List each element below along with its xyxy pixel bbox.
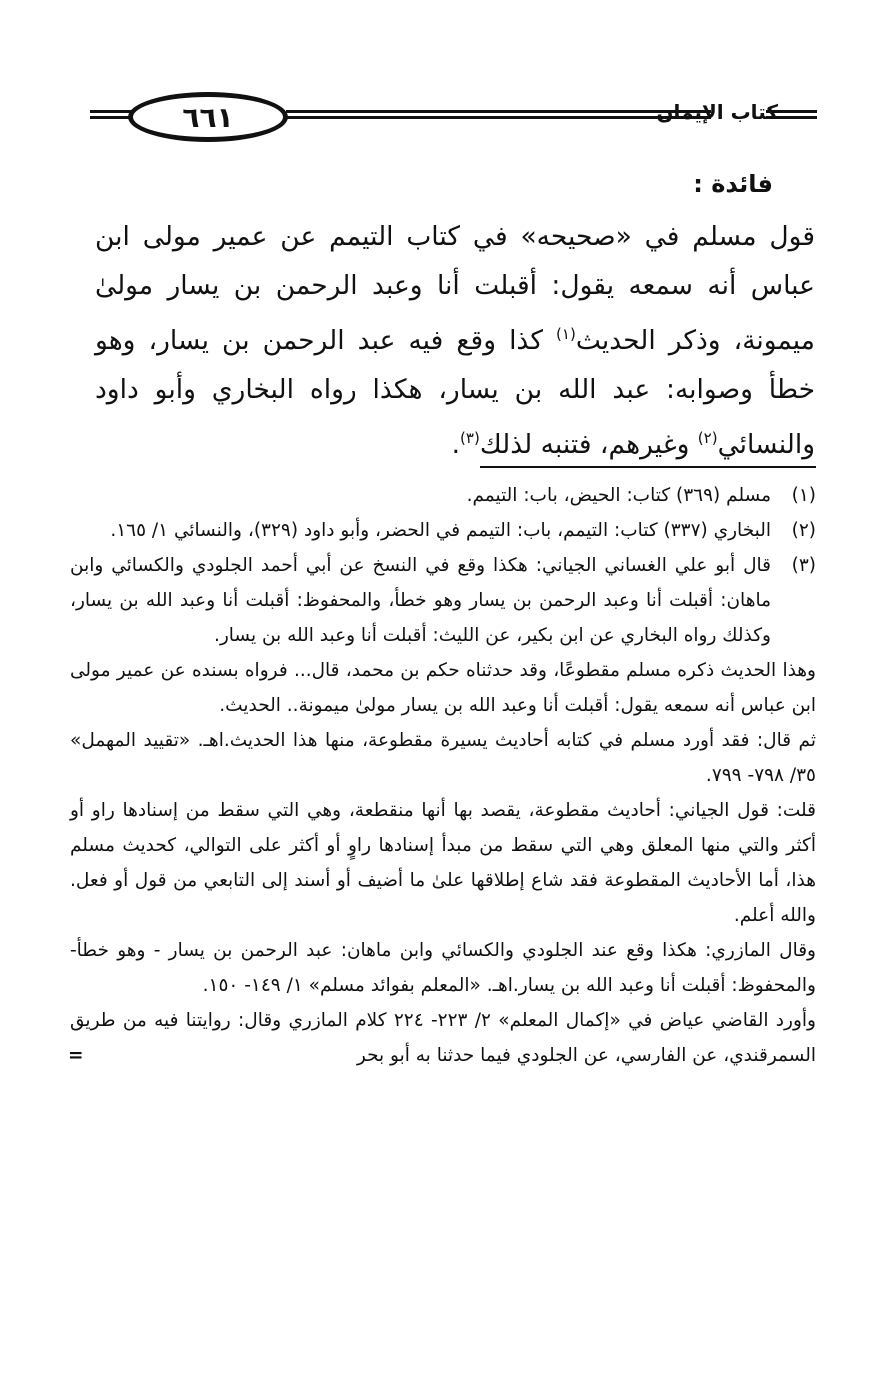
footnote-number: (٣) xyxy=(791,555,816,576)
footnote-paragraph: قال أبو علي الغساني الجياني: هكذا وقع في النسخ عن أبي أحمد الجلودي والكسائي وابن ماهان: أقبلت أنا وعبد الرحمن بن يسار وهو خطأ، والمحفوظ: أقبلت أنا وعبد الله بن يسار، وكذلك رواه البخاري عن ابن بكير، عن الليث: أقبلت أنا وعبد الله بن يسار. xyxy=(70,555,771,646)
section-heading: فائدة : xyxy=(693,170,773,198)
footnote-text: مسلم (٣٦٩) كتاب: الحيض، باب: التيمم. xyxy=(466,485,771,506)
page-number: ٦٦١ xyxy=(128,92,288,142)
footnotes xyxy=(70,478,816,1073)
footnote-paragraph: قلت: قول الجياني: أحاديث مقطوعة، يقصد بها أنها منقطعة، وهي التي سقط من إسنادها راو أو أكثر والتي منها المعلق وهي التي سقط من مبدأ إسنادها راوٍ أو أكثر على التوالي، كحديث مسلم هذا، أما الأحاديث المقطوعة فقد شاع إطلاقها علىٰ ما أضيف أو أسند إلى التابعي من قول أو فعل. والله أعلم. xyxy=(70,800,816,926)
footnote-separator xyxy=(480,466,816,468)
footnote-paragraph: وقال المازري: هكذا وقع عند الجلودي والكسائي وابن ماهان: عبد الرحمن بن يسار - وهو خطأ- والمحفوظ: أقبلت أنا وعبد الله بن يسار.اهـ. «المعلم بفوائد مسلم» ١/ ١٤٩- ١٥٠. xyxy=(70,940,816,996)
footnote-paragraph: ثم قال: فقد أورد مسلم في كتابه أحاديث يسيرة مقطوعة، منها هذا الحديث.اهـ. «تقييد المهمل» ٣٥/ ٧٩٨- ٧٩٩. xyxy=(70,730,816,786)
footnote-paragraph-last xyxy=(70,1003,816,1073)
footnote-paragraph: وهذا الحديث ذكره مسلم مقطوعًا، وقد حدثناه حكم بن محمد، قال... فرواه بسنده عن عمير مولى ابن عباس أنه سمعه يقول: أقبلت أنا وعبد الله بن يسار مولىٰ ميمونة.. الحديث. xyxy=(70,660,816,716)
footnote-3 xyxy=(70,548,816,653)
footnote-number: (١) xyxy=(791,485,816,506)
header-rule-right xyxy=(286,110,711,122)
running-header xyxy=(90,92,817,152)
main-text-part: كذا وقع فيه عبد الرحمن بن يسار، وهو خطأ وصوابه: عبد الله بن يسار، هكذا رواه البخاري وأبو داود والنسائي xyxy=(95,324,815,460)
footnote-text: البخاري (٣٣٧) كتاب: التيمم، باب: التيمم في الحضر، وأبو داود (٣٢٩)، والنسائي ١/ ١٦٥. xyxy=(110,520,771,541)
footnote-1 xyxy=(70,478,816,513)
footnote-2 xyxy=(70,513,816,548)
footnote-number: (٢) xyxy=(791,520,816,541)
footnote-text: وأورد القاضي عياض في «إكمال المعلم» ٢/ ٢٢٣- ٢٢٤ كلام المازري وقال: روايتنا فيه من طريق السمرقندي، عن الفارسي، عن الجلودي فيما حدثنا به أبو بحر xyxy=(70,1010,816,1066)
main-text-part: . xyxy=(451,428,461,460)
main-paragraph xyxy=(95,212,815,469)
footnote-ref: (١) xyxy=(556,325,576,343)
main-text-part: وغيرهم، فتنبه لذلك xyxy=(479,428,698,460)
main-text-part: قول مسلم في «صحيحه» في كتاب التيمم عن عمير مولى ابن عباس أنه سمعه يقول: أقبلت أنا وعبد الرحمن بن يسار مولىٰ ميمونة، وذكر الحديث xyxy=(95,221,816,356)
continuation-mark: = xyxy=(68,1045,84,1066)
book-title: كتاب الإيمان xyxy=(656,100,778,124)
footnote-ref: (٢) xyxy=(697,428,718,447)
footnote-ref: (٣) xyxy=(460,428,480,447)
